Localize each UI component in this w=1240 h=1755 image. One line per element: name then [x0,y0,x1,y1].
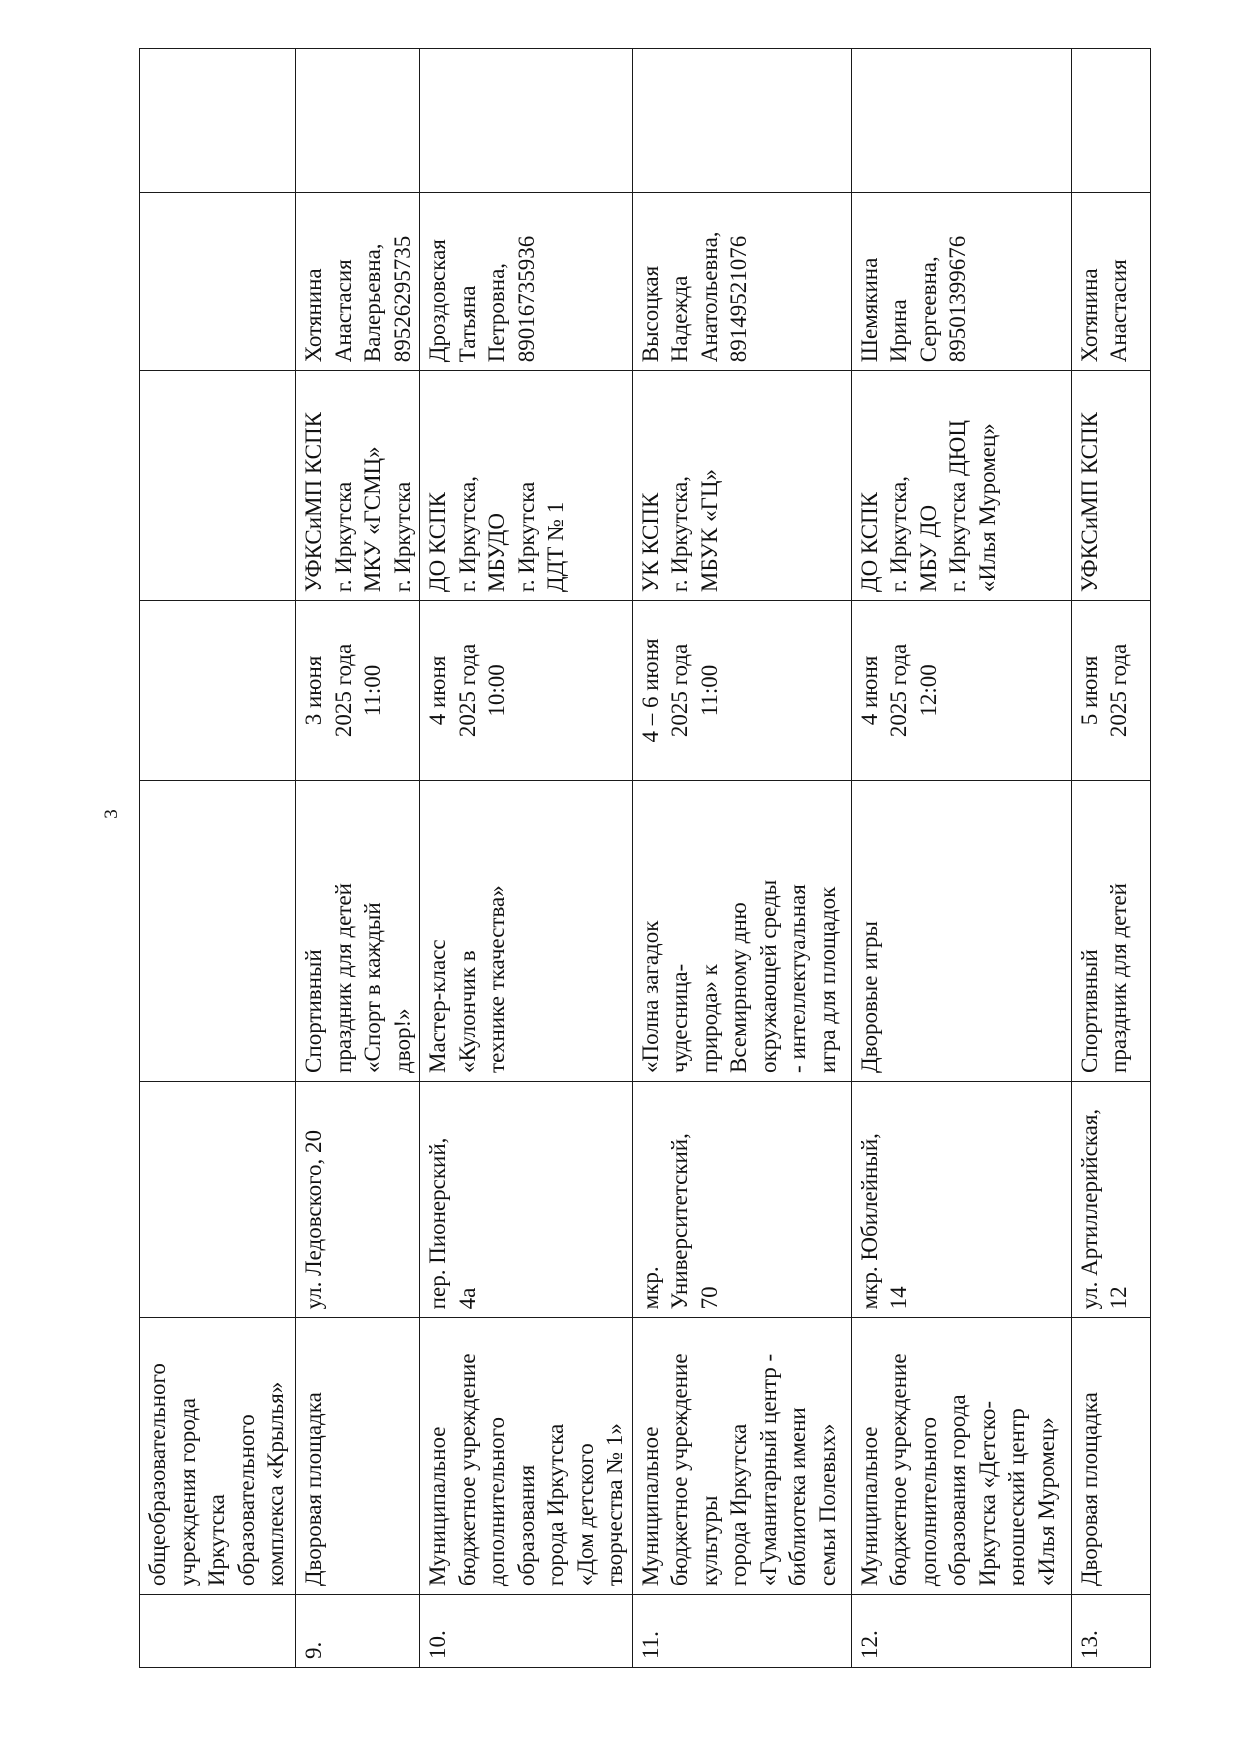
cell-line: Иркутска «Детско- [974,1400,1000,1587]
cell-line: 2025 года [454,643,480,738]
cell-line: - интеллектуальная [785,884,810,1073]
cell-line: УК КСПК [637,492,663,593]
venue-cell [1071,1318,1150,1595]
row-number-cell [140,1595,296,1668]
cell-line: Мастер-класс [425,939,450,1073]
address-cell [296,1081,420,1317]
cell-line: праздник для детей [1106,883,1131,1073]
cell-line: творчества № 1» [602,1423,627,1587]
cell-line: 5 июня [1076,655,1102,726]
cell-line: природа» к [696,964,722,1073]
note-cell [851,49,1071,193]
cell-line: «Дом детского [572,1443,598,1587]
event-cell [296,780,420,1081]
cell-line: ДДТ № 1 [543,501,568,593]
page-number: 3 [101,809,122,819]
cell-line: г. Иркутска, [886,476,911,593]
responsible-cell [851,193,1071,371]
organizer-cell [420,371,633,601]
cell-line: города Иркутска [543,1423,568,1587]
cell-line: образовательного [233,1414,259,1587]
cell-line: МБУ ДО [915,504,941,593]
responsible-cell [420,193,633,371]
cell-line: окружающей среды [755,879,781,1073]
table-row [296,49,420,1668]
responsible-cell [1071,193,1150,371]
venue-cell [140,1318,296,1595]
address-cell [1071,1081,1150,1317]
cell-line: дополнительного [915,1416,941,1587]
cell-line: 4 – 6 июня [637,638,663,743]
cell-line: 4 июня [425,655,450,726]
cell-line: «Кулончик в [454,950,480,1073]
cell-line: 2025 года [1106,643,1131,738]
cell-line: Анастасия [330,259,356,363]
address-cell [420,1081,633,1317]
rotated-page-content [139,48,1131,1668]
cell-line: города Иркутска [726,1423,751,1587]
cell-line: 3 июня [301,655,326,726]
organizer-cell [632,371,851,601]
cell-line: Анатольевна, [696,231,722,363]
cell-line: «Гуманитарный центр - [755,1353,781,1587]
cell-line: г. Иркутска ДЮЦ [945,420,970,593]
cell-line: Дворовая площадка [301,1392,326,1587]
cell-line: семьи Полевых» [814,1423,840,1587]
cell-line: чудесница- [667,963,692,1073]
cell-line: МКУ «ГСМЦ» [360,446,385,593]
organizer-cell [296,371,420,601]
cell-line: Иркутска [204,1494,229,1587]
cell-line: Анастасия [1106,259,1131,363]
cell-line: Дроздовская [425,239,450,363]
cell-line: 89149521076 [726,235,751,363]
table-row [140,49,296,1668]
cell-line: Сергеевна, [915,256,941,363]
cell-line: «Илья Муромец» [974,423,1000,593]
date-cell [851,601,1071,781]
cell-line: Валерьевна, [360,243,385,363]
organizer-cell [851,371,1071,601]
cell-line: Ирина [886,299,911,363]
cell-line: мкр. Юбилейный, [856,1133,882,1310]
responsible-cell [140,193,296,371]
cell-line: г. Иркутска, [454,476,480,593]
cell-line: Шемякина [856,257,882,363]
note-cell [420,49,633,193]
event-cell [632,780,851,1081]
cell-line: комплекса «Крылья» [263,1381,288,1587]
cell-line: Надежда [667,275,692,363]
event-cell [1071,780,1150,1081]
cell-line: г. Иркутска [513,481,539,593]
responsible-cell [296,193,420,371]
cell-line: Университетский, [667,1133,692,1310]
cell-line: 12:00 [915,664,941,717]
cell-line: праздник для детей [330,883,356,1073]
cell-line: УФКСиМП КСПК [1076,412,1102,593]
cell-line: Муниципальное [425,1426,450,1587]
cell-line: образования города [945,1394,970,1587]
row-number-cell: 9. [296,1595,420,1668]
cell-line: 10:00 [484,664,509,717]
cell-line: 89501399676 [945,235,970,363]
cell-line: МБУДО [484,513,509,593]
cell-line: Муниципальное [856,1426,882,1587]
organizer-cell [1071,371,1150,601]
note-cell [1071,49,1150,193]
cell-line: дополнительного [484,1416,509,1587]
cell-line: 70 [696,1286,722,1310]
table-row [851,49,1071,1668]
cell-line: ДО КСПК [856,492,882,593]
cell-line: общеобразовательного [145,1363,170,1587]
address-cell [851,1081,1071,1317]
cell-line: 89016735936 [513,235,539,363]
cell-line: бюджетное учреждение [454,1353,480,1587]
address-cell [140,1081,296,1317]
event-cell [140,780,296,1081]
cell-line: образования [513,1464,539,1587]
cell-line: ДО КСПК [425,492,450,593]
date-cell [632,601,851,781]
date-cell [140,601,296,781]
cell-line: бюджетное учреждение [667,1353,692,1587]
cell-line: г. Иркутска [389,481,415,593]
date-cell [1071,601,1150,781]
cell-line: библиотека имени [785,1407,810,1587]
cell-line: Хотянина [301,268,326,363]
cell-line: «Илья Муромец» [1033,1417,1059,1587]
cell-line: ул. Артиллерийская, [1076,1108,1102,1310]
cell-line: 12 [1106,1286,1131,1310]
note-cell [140,49,296,193]
cell-line: Спортивный [301,949,326,1073]
cell-line: 2025 года [330,643,356,738]
cell-line: 2025 года [667,643,692,738]
cell-line: игра для площадок [814,886,840,1073]
cell-line: Муниципальное [637,1426,663,1587]
cell-line: Петровна, [484,262,509,363]
responsible-cell [632,193,851,371]
cell-line: технике ткачества» [484,885,509,1073]
venue-cell [420,1318,633,1595]
address-cell [632,1081,851,1317]
venue-cell [632,1318,851,1595]
event-cell [420,780,633,1081]
event-cell [851,780,1071,1081]
note-cell [632,49,851,193]
cell-line: двор!» [389,1008,415,1073]
note-cell [296,49,420,193]
cell-line: 11:00 [360,664,385,717]
cell-line: Татьяна [454,285,480,363]
cell-line: культуры [696,1495,722,1587]
cell-line: 89526295735 [389,235,415,363]
cell-line: «Спорт в каждый [360,902,385,1073]
cell-line: «Полна загадок [637,920,663,1073]
cell-line: Дворовая площадка [1076,1392,1102,1587]
table-row [632,49,851,1668]
cell-line: юношеский центр [1004,1408,1029,1587]
cell-line: Хотянина [1076,268,1102,363]
table-row [1071,49,1150,1668]
cell-line: Спортивный [1076,949,1102,1073]
cell-line: пер. Пионерский, [425,1137,450,1310]
venue-cell [851,1318,1071,1595]
cell-line: ул. Ледовского, 20 [301,1129,326,1310]
row-number-cell: 13. [1071,1595,1150,1668]
cell-line: бюджетное учреждение [886,1353,911,1587]
date-cell [296,601,420,781]
cell-line: учреждения города [174,1398,200,1587]
organizer-cell [140,371,296,601]
venue-cell [296,1318,420,1595]
cell-line: г. Иркутска, [667,476,692,593]
cell-line: 4 июня [856,655,882,726]
row-number-cell: 11. [632,1595,851,1668]
cell-line: 2025 года [886,643,911,738]
cell-line: Всемирному дню [726,902,751,1073]
row-number-cell: 10. [420,1595,633,1668]
cell-line: 14 [886,1286,911,1310]
cell-line: МБУК «ГЦ» [696,468,722,593]
events-schedule-table [139,48,1151,1668]
date-cell [420,601,633,781]
cell-line: 4а [454,1287,480,1310]
cell-line: г. Иркутска [330,481,356,593]
cell-line: Высоцкая [637,265,663,363]
row-number-cell: 12. [851,1595,1071,1668]
cell-line: 11:00 [696,664,722,717]
table-row [420,49,633,1668]
cell-line: мкр. [637,1266,663,1310]
cell-line: Дворовые игры [856,921,882,1073]
cell-line: УФКСиМП КСПК [301,412,326,593]
